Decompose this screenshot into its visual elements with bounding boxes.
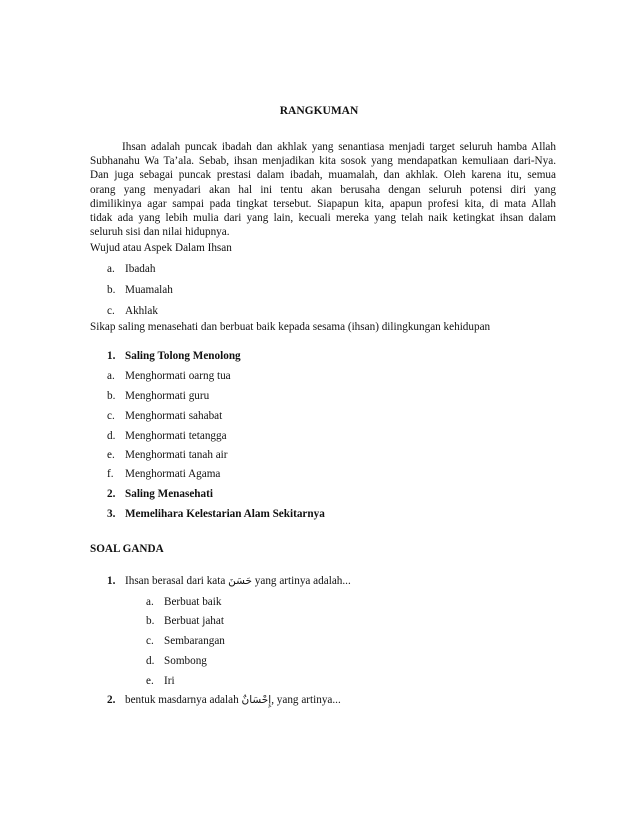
- question-number: 2.: [107, 694, 116, 706]
- advice-heading: Sikap saling menasehati dan berbuat baik kepada sesama (ihsan) dilingkungan kehidupan: [90, 321, 491, 333]
- list-marker: 1.: [107, 350, 116, 362]
- list-marker: c.: [107, 305, 115, 317]
- list-marker: f.: [107, 468, 114, 480]
- arabic-word: حَسَنَ: [228, 575, 252, 587]
- page-title: RANGKUMAN: [279, 105, 359, 117]
- aspects-heading: Wujud atau Aspek Dalam Ihsan: [90, 242, 232, 254]
- list-marker: c.: [107, 410, 115, 422]
- paragraph-line: dimilikinya agar sampai pada tingkat tersebut. Siapapun kita, apapun profesi kita, di mata Allah: [90, 197, 556, 210]
- list-item: Menghormati Agama: [125, 468, 221, 480]
- option-text: Berbuat baik: [164, 596, 222, 608]
- paragraph-line: tidak ada yang lebih mulia dari yang lain, kecuali mereka yang telah naik ketingkat ihsan dalam: [90, 211, 556, 224]
- option-marker: d.: [146, 655, 155, 667]
- question-text-before: Ihsan berasal dari kata: [125, 575, 229, 587]
- question-text-before: bentuk masdarnya adalah: [125, 694, 242, 706]
- list-item: Saling Tolong Menolong: [125, 350, 241, 362]
- list-marker: b.: [107, 390, 116, 402]
- option-text: Sembarangan: [164, 635, 225, 647]
- list-item: Muamalah: [125, 284, 173, 296]
- option-marker: e.: [146, 675, 154, 687]
- question-text: [125, 574, 351, 588]
- list-item: Menghormati tetangga: [125, 430, 227, 442]
- list-marker: 2.: [107, 488, 116, 500]
- arabic-word: إِحْسَانٌ: [241, 694, 272, 706]
- paragraph-line: orang yang menyadari akan hal ini tentu akan berusaha dengan seluruh potensi diri yang: [90, 183, 556, 196]
- option-marker: b.: [146, 615, 155, 627]
- list-marker: b.: [107, 284, 116, 296]
- quiz-heading: SOAL GANDA: [90, 543, 164, 555]
- list-marker: a.: [107, 263, 115, 275]
- question-number: 1.: [107, 575, 116, 587]
- paragraph-line: Ihsan adalah puncak ibadah dan akhlak yang senantiasa menjadi target seluruh hamba Allah: [122, 141, 556, 153]
- list-item: Saling Menasehati: [125, 488, 213, 500]
- option-text: Sombong: [164, 655, 207, 667]
- list-marker: d.: [107, 430, 116, 442]
- question-text-after: yang artinya adalah...: [251, 575, 351, 587]
- summary-paragraph: [90, 140, 556, 239]
- paragraph-line: Subhanahu Wa Ta’ala. Sebab, ihsan menjadikan kita sosok yang mendapatkan kemuliaan dari-Nya.: [90, 155, 556, 168]
- option-marker: c.: [146, 635, 154, 647]
- option-text: Berbuat jahat: [164, 615, 224, 627]
- list-marker: a.: [107, 370, 115, 382]
- list-item: Menghormati guru: [125, 390, 210, 402]
- list-item: Menghormati oarng tua: [125, 370, 231, 382]
- paragraph-line: Dan juga sebagai puncak prestasi dalam ibadah, muamalah, dan akhlak. Oleh karena itu, semua: [90, 169, 556, 182]
- list-item: Akhlak: [125, 305, 158, 317]
- list-marker: e.: [107, 449, 115, 461]
- list-item: Menghormati tanah air: [125, 449, 228, 461]
- list-item: Memelihara Kelestarian Alam Sekitarnya: [125, 508, 325, 520]
- list-item: Ibadah: [125, 263, 156, 275]
- option-text: Iri: [164, 675, 175, 687]
- list-marker: 3.: [107, 508, 116, 520]
- option-marker: a.: [146, 596, 154, 608]
- list-item: Menghormati sahabat: [125, 410, 223, 422]
- question-text: [125, 693, 341, 707]
- question-text-after: , yang artinya...: [271, 694, 341, 706]
- paragraph-line: seluruh sisi dan nilai hidupnya.: [90, 226, 230, 239]
